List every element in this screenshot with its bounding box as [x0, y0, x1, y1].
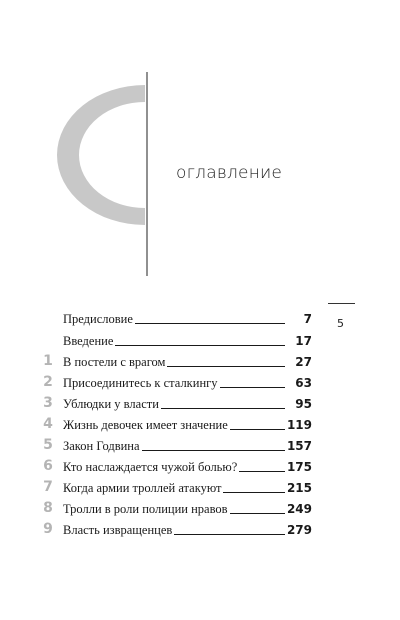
toc-entry[interactable]	[0, 480, 400, 500]
toc-entry-number: 8	[43, 500, 53, 516]
toc-entry-number: 9	[43, 521, 53, 537]
toc-entry-page: 27	[295, 355, 312, 369]
toc-entry[interactable]	[0, 459, 400, 479]
toc-entry-title: Власть извращенцев	[63, 523, 173, 537]
toc-entry[interactable]	[0, 333, 400, 353]
toc-entry[interactable]	[0, 417, 400, 437]
toc-leader-line	[115, 345, 285, 346]
toc-entry-page: 119	[286, 418, 312, 432]
toc-entry-title: Ублюдки у власти	[63, 397, 159, 411]
toc-entry[interactable]	[0, 396, 400, 416]
toc-entry-number: 1	[43, 353, 53, 369]
toc-entry-page: 279	[286, 523, 312, 537]
toc-entry-page: 215	[286, 481, 312, 495]
toc-entry-title: В постели с врагом	[63, 355, 166, 369]
toc-entry-title: Тролли в роли полиции нравов	[63, 502, 228, 516]
toc-entry-title: Кто наслаждается чужой болью?	[63, 460, 238, 474]
toc-entry-title: Введение	[63, 334, 114, 348]
chapter-title: оглавление	[176, 163, 283, 183]
toc-entry[interactable]	[0, 375, 400, 395]
page-number: 5	[337, 317, 344, 330]
toc-entry-title: Присоединитесь к сталкингу	[63, 376, 218, 390]
page-number-rule	[328, 303, 355, 304]
toc-entry-page: 17	[295, 334, 312, 348]
toc-entry-number: 5	[43, 437, 53, 453]
decorative-ring-graphic	[0, 0, 400, 300]
toc-entry-page: 95	[295, 397, 312, 411]
toc-leader-line	[135, 323, 285, 324]
toc-entry-number: 6	[43, 458, 53, 474]
toc-entry[interactable]	[0, 501, 400, 521]
toc-entry[interactable]	[0, 438, 400, 458]
toc-entry-page: 157	[286, 439, 312, 453]
toc-entry-title: Когда армии троллей атакуют	[63, 481, 222, 495]
toc-entry[interactable]	[0, 354, 400, 374]
toc-entry-page: 63	[295, 376, 312, 390]
toc-leader-line	[167, 366, 285, 367]
grey-half-ring	[57, 85, 145, 225]
toc-leader-line	[142, 450, 285, 451]
toc-entry-number: 4	[43, 416, 53, 432]
toc-leader-line	[161, 408, 285, 409]
toc-entry-page: 7	[303, 312, 312, 326]
toc-entry-number: 3	[43, 395, 53, 411]
toc-entry-title: Предисловие	[63, 312, 133, 326]
toc-entry-title: Закон Годвина	[63, 439, 140, 453]
toc-entry-number: 2	[43, 374, 53, 390]
toc-entry[interactable]	[0, 522, 400, 542]
toc-entry-title: Жизнь девочек имеет значение	[63, 418, 228, 432]
toc-entry-number: 7	[43, 479, 53, 495]
toc-entry-page: 175	[286, 460, 312, 474]
toc-entry[interactable]	[0, 311, 400, 331]
toc-leader-line	[174, 534, 285, 535]
toc-entry-page: 249	[286, 502, 312, 516]
